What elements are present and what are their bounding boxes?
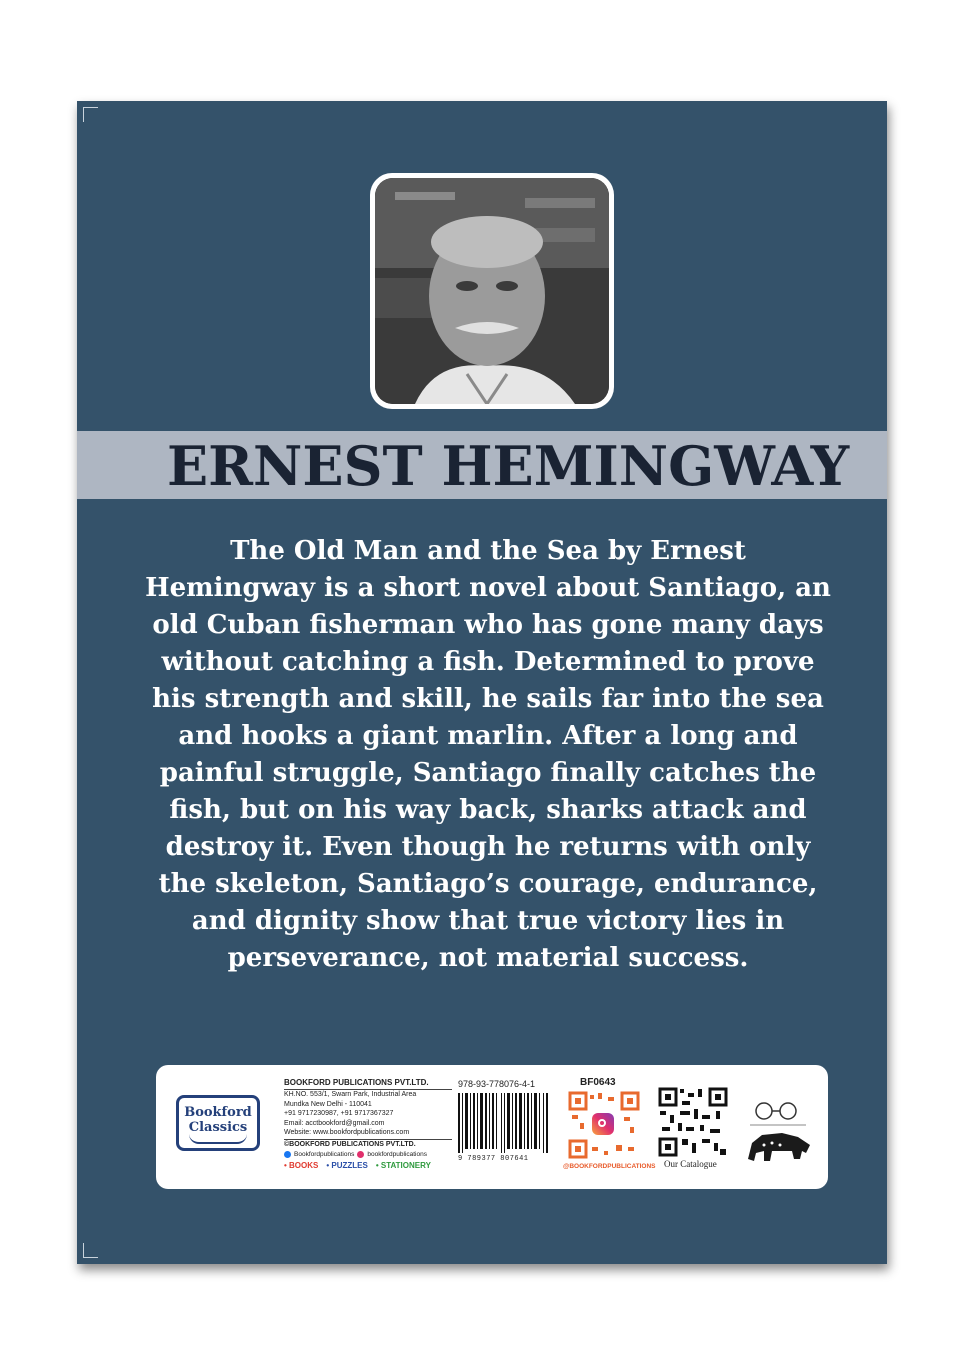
crop-mark-bottom-left: [83, 1243, 98, 1258]
author-portrait-frame: [370, 173, 614, 409]
publisher-address-1: KH.NO. 553/1, Swarn Park, Industrial Area: [284, 1091, 417, 1098]
instagram-handle: @BOOKFORDPUBLICATIONS: [563, 1163, 656, 1170]
instagram-icon: [357, 1151, 364, 1158]
isbn-number: 978-93-778076-4-1: [458, 1079, 536, 1089]
facebook-handle: Bookfordpublications: [294, 1150, 355, 1158]
social-links: [284, 1150, 452, 1160]
category-books: • BOOKS: [284, 1160, 319, 1170]
instagram-account: bookfordpublications: [367, 1150, 427, 1158]
category-puzzles: • PUZZLES: [326, 1160, 368, 1170]
product-code: BF0643: [580, 1077, 616, 1088]
publisher-website: Website: www.bookfordpublications.com: [284, 1129, 410, 1136]
publisher-email: Email: acctbookford@gmail.com: [284, 1119, 385, 1127]
catalogue-qr-code: [658, 1087, 728, 1157]
publisher-name: BOOKFORD PUBLICATIONS PVT.LTD.: [284, 1077, 452, 1090]
product-categories: [284, 1160, 452, 1172]
barcode-digits: 9 789377 807641: [458, 1155, 529, 1163]
publisher-details: [284, 1077, 452, 1172]
publisher-address-2: Mundka New Delhi - 110041: [284, 1100, 372, 1108]
category-stationery: • STATIONERY: [375, 1160, 431, 1170]
publisher-info-panel: [156, 1065, 828, 1189]
bookford-classics-logo: [176, 1095, 260, 1151]
book-synopsis: The Old Man and the Sea by Ernest Hemingway is a short novel about Santiago, an old Cuban fisherman who has gone many days without catching a fish. Determined to prove his strength and skill, he sails far into the sea and hooks a giant marlin. After a long and painful struggle, Santiago finally catches the fish, but on his way back, sharks attack and destroy it. Even though he returns with only the skeleton, Santiago’s courage, endurance, and dignity show that true victory lies in perseverance, not material success.: [145, 536, 831, 973]
logo-line-2: Classics: [188, 1120, 248, 1135]
open-book-icon: [189, 1134, 247, 1144]
author-name-band: [77, 431, 887, 499]
catalogue-label: Our Catalogue: [664, 1159, 717, 1169]
author-name: ERNEST HEMINGWAY: [167, 434, 850, 498]
author-portrait: [375, 178, 609, 404]
book-back-cover: [77, 101, 887, 1264]
instagram-icon: [592, 1113, 614, 1135]
publisher-copyright: ©BOOKFORD PUBLICATIONS PVT.LTD.: [284, 1139, 452, 1150]
publisher-phone: +91 9717230987, +91 9717367327: [284, 1110, 394, 1117]
make-in-india-lion-logo: [742, 1093, 814, 1173]
crop-mark-top-left: [83, 107, 98, 122]
facebook-icon: [284, 1151, 291, 1158]
isbn-barcode: [458, 1093, 548, 1153]
logo-line-1: Bookford: [184, 1105, 252, 1120]
